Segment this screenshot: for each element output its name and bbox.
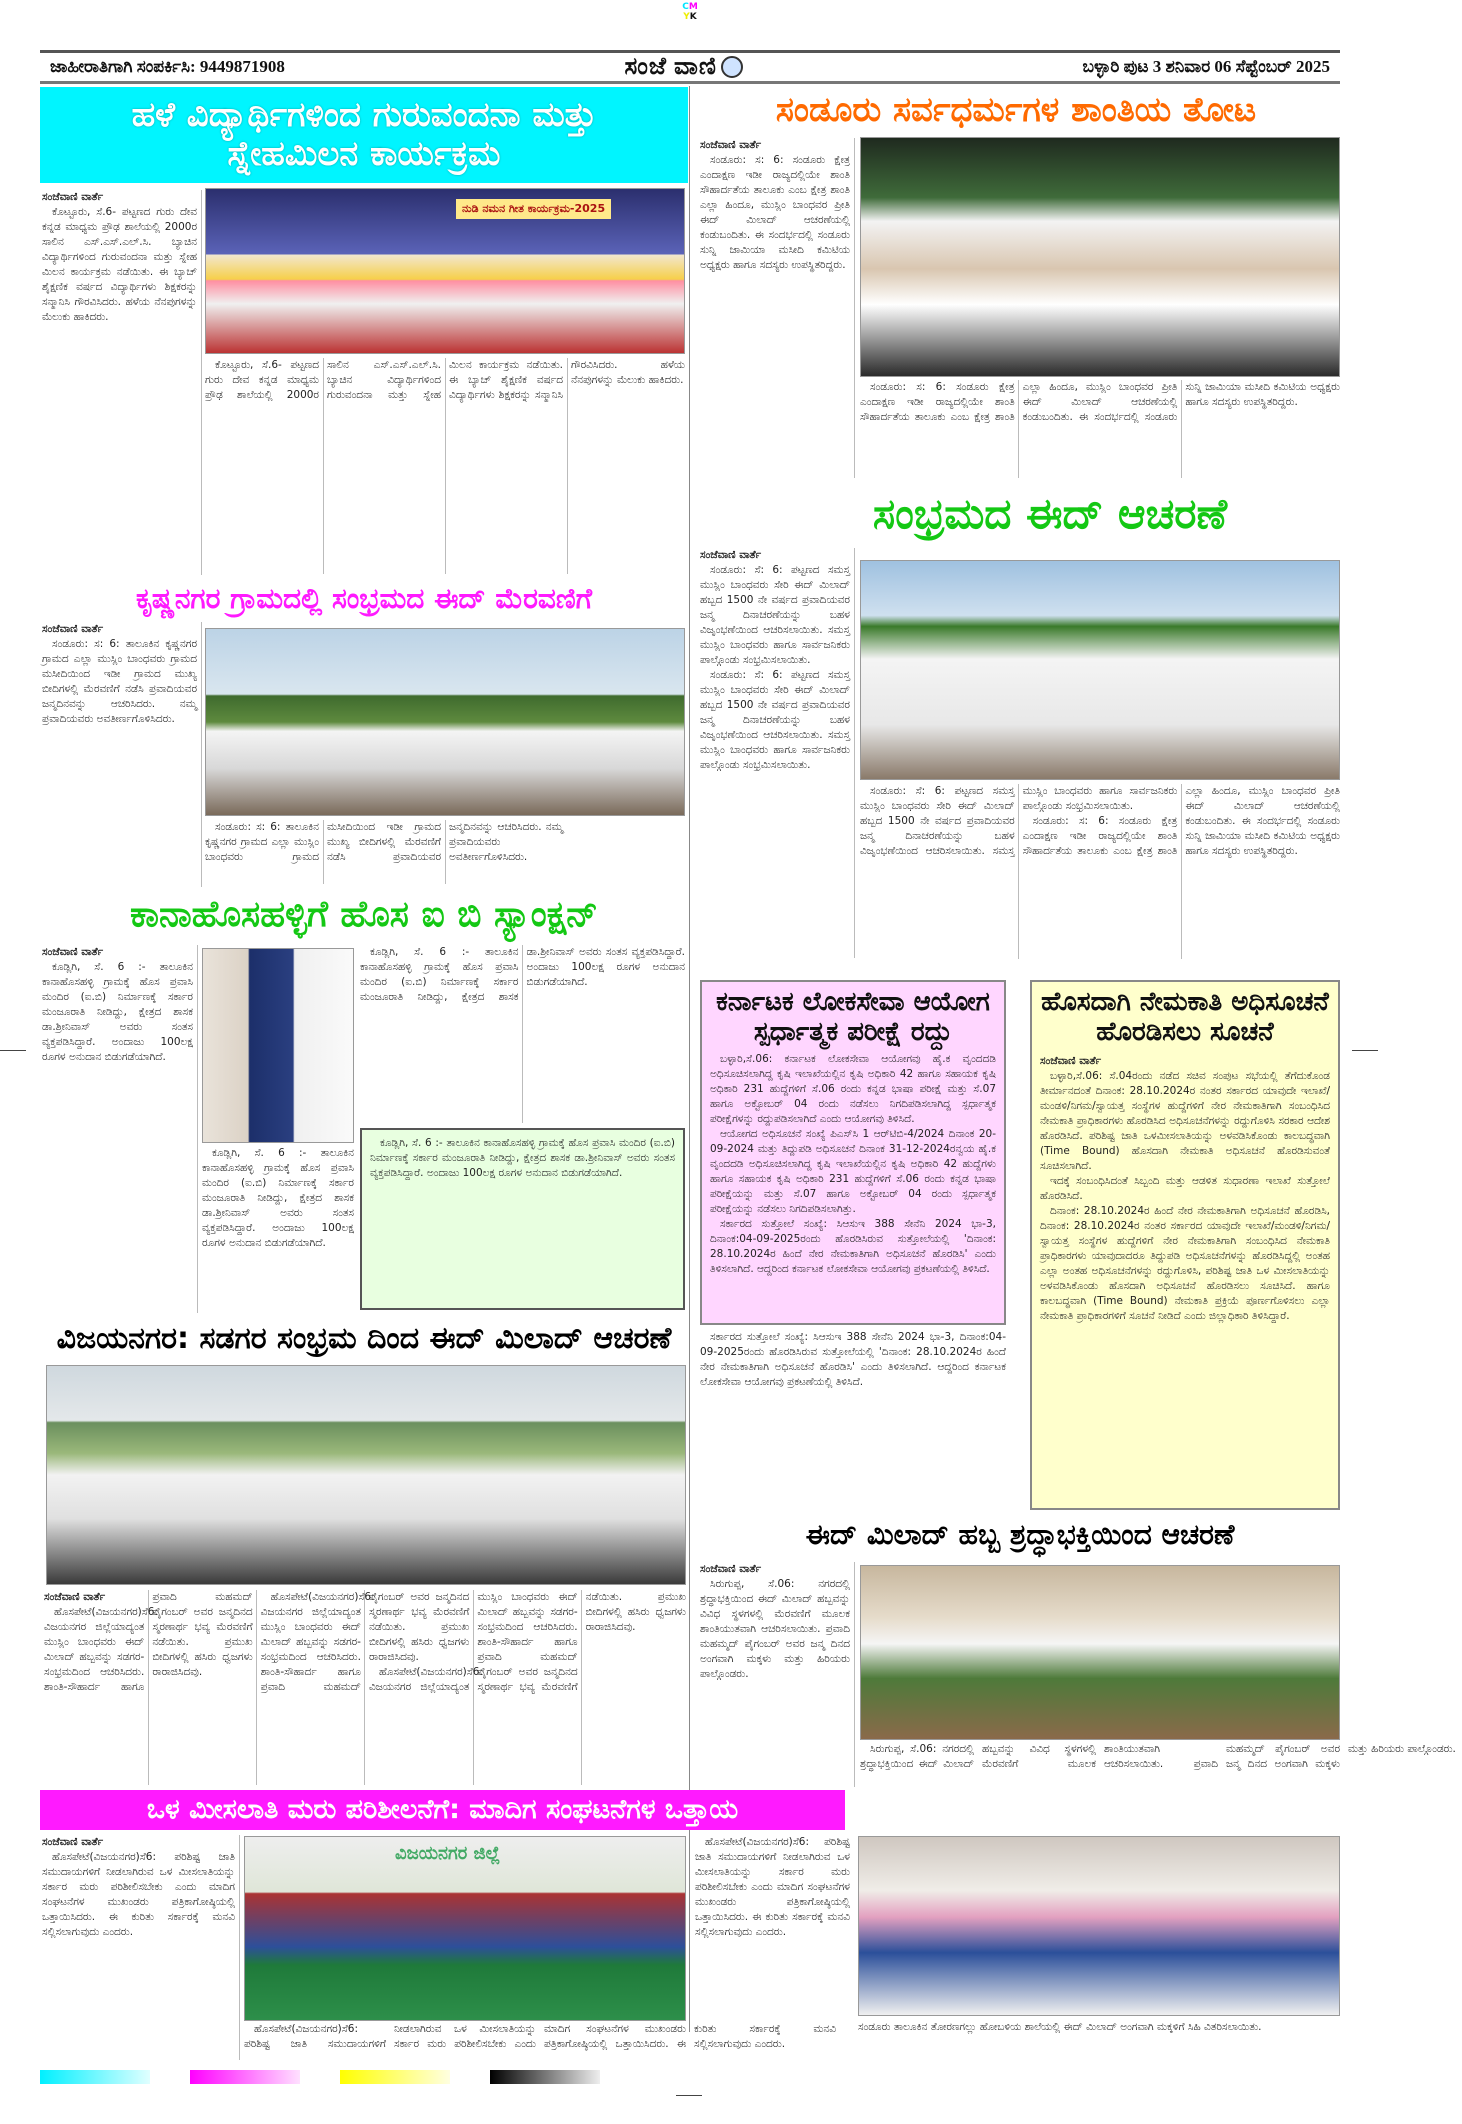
article-eid-milad-body [700, 1562, 855, 1787]
cmyk-m: M [688, 2, 698, 12]
article-text: ಸಂಡೂರು: ಸೆ: 6: ಪಟ್ಟಣದ ಸಮಸ್ತ ಮುಸ್ಲಿಂ ಬಾಂಧವರು ಸೇರಿ ಈದ್ ಮಿಲಾದ್ ಹಬ್ಬದ 1500 ನೇ ವರ್ಷದ ಪ್ರವಾದಿಯವರ ಜನ್ಮ ದಿನಾಚರಣೆಯನ್ನು ಬಹಳ ವಿಜೃಂಭಣೆಯಿಂದ ಆಚರಿಸಲಾಯಿತು. ಸಮಸ್ತ ಮುಸ್ಲಿಂ ಬಾಂಧವರು ಹಾಗೂ ಸಾರ್ವಜನಿಕರು ಪಾಲ್ಗೊಂಡು ಸಂಭ್ರಮಿಸಲಾಯಿತು. [700, 564, 850, 666]
dateline: ಬಳ್ಳಾರಿ ಪುಟ 3 ಶನಿವಾರ 06 ಸೆಪ್ಟೆಂಬರ್ 2025 [1082, 57, 1330, 76]
byline: ಸಂಜೆವಾಣಿ ವಾರ್ತೆ [42, 191, 104, 203]
article-text: ಸಂಡೂರು: ಸ: 6: ಸಂಡೂರು ಕ್ಷೇತ್ರ ಎಂದಾಕ್ಷಣ ಇಡೀ ರಾಜ್ಯದಲ್ಲಿಯೇ ಶಾಂತಿ ಸೌಹಾರ್ದತೆಯ ತಾಲೂಕು ಎಂಬ ಕ್ಷೇತ್ರ ಶಾಂತಿ ಎಲ್ಲಾ ಹಿಂದೂ, ಮುಸ್ಲಿಂ ಬಾಂಧವರ ಪ್ರೀತಿ ಈದ್ ಮಿಲಾದ್ ಆಚರಣೆಯಲ್ಲಿ ಕಂಡುಬಂದಿತು. ಈ ಸಂದರ್ಭದಲ್ಲಿ ಸಂಡೂರು ಸುನ್ನಿ ಜಾಮಿಯಾ ಮಸೀದಿ ಕಮಿಟಿಯ ಅಧ್ಯಕ್ಷರು ಹಾಗೂ ಸದಸ್ಯರು ಉಪಸ್ಥಿತರಿದ್ದರು. [860, 381, 1340, 423]
article-text: ಕೂಡ್ಲಿಗಿ, ಸೆ. 6 :- ತಾಲೂಕಿನ ಕಾನಾಹೊಸಹಳ್ಳಿ ಗ್ರಾಮಕ್ಕೆ ಹೊಸ ಪ್ರವಾಸಿ ಮಂದಿರ (ಐ.ಬಿ) ನಿರ್ಮಾಣಕ್ಕೆ ಸರ್ಕಾರ ಮಂಜೂರಾತಿ ನೀಡಿದ್ದು, ಕ್ಷೇತ್ರದ ಶಾಸಕ ಡಾ.ಶ್ರೀನಿವಾಸ್ ಅವರು ಸಂತಸ ವ್ಯಕ್ತಪಡಿಸಿದ್ದಾರೆ. ಅಂದಾಜು 100ಲಕ್ಷ ರೂಗಳ ಅನುದಾನ ಬಿಡುಗಡೆಯಾಗಿದೆ. [202, 1147, 354, 1249]
photo-alumni-event [205, 188, 685, 354]
headline-recruitment: ಹೊಸದಾಗಿ ನೇಮಕಾತಿ ಅಧಿಸೂಚನೆ ಹೊರಡಿಸಲು ಸೂಚನೆ [1041, 987, 1329, 1047]
byline: ಸಂಜೆವಾಣಿ ವಾರ್ತೆ [42, 946, 104, 958]
box-new-recruitment-notification [1030, 980, 1340, 1510]
headline-kanahosahalli: ಕಾನಾಹೊಸಹಳ್ಳಿಗೆ ಹೊಸ ಐ ಬಿ ಸ್ಯಾಂಕ್ಷನ್ [130, 894, 598, 936]
boxed-note [360, 1128, 685, 1310]
cmyk-k: K [689, 12, 697, 22]
newspaper-logo [625, 54, 743, 81]
byline: ಸಂಜೆವಾಣಿ ವಾರ್ತೆ [700, 549, 762, 561]
byline: ಸಂಜೆವಾಣಿ ವಾರ್ತೆ [1040, 1054, 1102, 1067]
article-text: ಸಂಡೂರು: ಸೆ: 6: ಪಟ್ಟಣದ ಸಮಸ್ತ ಮುಸ್ಲಿಂ ಬಾಂಧವರು ಸೇರಿ ಈದ್ ಮಿಲಾದ್ ಹಬ್ಬದ 1500 ನೇ ವರ್ಷದ ಪ್ರವಾದಿಯವರ ಜನ್ಮ ದಿನಾಚರಣೆಯನ್ನು ಬಹಳ ವಿಜೃಂಭಣೆಯಿಂದ ಆಚರಿಸಲಾಯಿತು. ಸಮಸ್ತ ಮುಸ್ಲಿಂ ಬಾಂಧವರು ಹಾಗೂ ಸಾರ್ವಜನಿಕರು ಪಾಲ್ಗೊಂಡು ಸಂಭ್ರಮಿಸಲಾಯಿತು. [860, 785, 1178, 857]
masthead [40, 50, 1340, 84]
crop-mark [0, 1050, 26, 1051]
headline-krishnanagar: ಕೃಷ್ಣನಗರ ಗ್ರಾಮದಲ್ಲಿ ಸಂಭ್ರಮದ ಈದ್ ಮೆರವಣಿಗೆ [136, 581, 592, 615]
logo-text: ಸಂಜೆ ವಾಣಿ [624, 53, 717, 80]
article-text: ಕೊಟ್ಟೂರು, ಸೆ.6- ಪಟ್ಟಣದ ಗುರು ದೇವ ಕನ್ನಡ ಮಾಧ್ಯಮ ಪ್ರೌಢ ಶಾಲೆಯಲ್ಲಿ 2000ರ ಸಾಲಿನ ಎಸ್.ಎಸ್.ಎಲ್.ಸಿ. ಬ್ಯಾಚಿನ ವಿದ್ಯಾರ್ಥಿಗಳಿಂದ ಗುರುವಂದನಾ ಮತ್ತು ಸ್ನೇಹ ಮಿಲನ ಕಾರ್ಯಕ್ರಮ ನಡೆಯಿತು. ಈ ಬ್ಯಾಚ್ ಶೈಕ್ಷಣಿಕ ವರ್ಷದ ವಿದ್ಯಾರ್ಥಿಗಳು ಶಿಕ್ಷಕರನ್ನು ಸನ್ಮಾನಿಸಿ ಗೌರವಿಸಿದರು. ಹಳೆಯ ನೆನಪುಗಳನ್ನು ಮೆಲುಕು ಹಾಕಿದರು. [205, 359, 685, 401]
article-text: ದಿನಾಂಕ: 28.10.2024ರ ಹಿಂದೆ ನೇರ ನೇಮಕಾತಿಗಾಗಿ ಅಧಿಸೂಚನೆ ಹೊರಡಿಸಿ, ದಿನಾಂಕ: 28.10.2024ರ ನಂತರ ಸರ್ಕಾರದ ಯಾವುದೇ ಇಲಾಖೆ/ಮಂಡಳಿ/ನಿಗಮ/ಸ್ವಾಯತ್ತ ಸಂಸ್ಥೆಗಳ ಹುದ್ದೆಗಳಿಗೆ ನೇರ ನೇಮಕಾತಿಗಾಗಿ ಸಂಬಂಧಿಸಿದ ನೇಮಕಾತಿ ಪ್ರಾಧಿಕಾರಗಳು ಯಾವುದಾದರೂ ತಿದ್ದುಪಡಿ ಅಧಿಸೂಚನೆಗಳನ್ನು ಹೊರಡಿಸಿದ್ದಲ್ಲಿ ಅಂತಹ ಎಲ್ಲಾ ಅಂತಹ ಅಧಿಸೂಚನೆಗಳನ್ನು ರದ್ದುಗೊಳಿಸಿ, ಪರಿಶಿಷ್ಟ ಜಾತಿ ಒಳ ಮೀಸಲಾತಿಯನ್ನು ಅಳವಡಿಸಿಕೊಂಡು ಹೊಸದಾಗಿ ಅಧಿಸೂಚನೆ ಹೊರಡಿಸಲು ಸೂಚಿಸಿದೆ. ಹಾಗೂ ಕಾಲಬದ್ಧವಾಗಿ (Time Bound) ನೇಮಕಾತಿ ಪ್ರಕ್ರಿಯೆ ಪೂರ್ಣಗೊಳಿಸಲು ಎಲ್ಲಾ ನೇಮಕಾತಿ ಪ್ರಾಧಿಕಾರಗಳಿಗೆ ಸೂಚನೆ ನೀಡಿದೆ ಎಂದು ಜಿಲ್ಲಾಧಿಕಾರಿ ತಿಳಿಸಿದ್ದಾರೆ. [1040, 1204, 1330, 1322]
article-text: ಇದಕ್ಕೆ ಸಂಬಂಧಿಸಿದಂತೆ ಸಿಬ್ಬಂದಿ ಮತ್ತು ಆಡಳಿತ ಸುಧಾರಣಾ ಇಲಾಖೆ ಸುತ್ತೋಲೆ ಹೊರಡಿಸಿದೆ. [1040, 1174, 1330, 1202]
headline-eid-milad-devotion: ಈದ್ ಮಿಲಾದ್ ಹಬ್ಬ ಶ್ರದ್ಧಾಭಕ್ತಿಯಿಂದ ಆಚರಣೆ [805, 1517, 1235, 1551]
article-recruitment-body [1040, 1054, 1330, 1459]
crop-mark [1352, 1050, 1378, 1051]
byline: ಸಂಜೆವಾಣಿ ವಾರ್ತೆ [42, 623, 104, 635]
photo-caption [202, 1146, 354, 1311]
article-alumni-body [42, 190, 202, 575]
cmyk-registration-mark [680, 2, 700, 22]
photo-eid-milad-gathering [860, 1565, 1340, 1740]
article-kpsc-body [710, 1052, 996, 1277]
box-kpsc-exam-cancelled [700, 980, 1006, 1325]
article-krishnanagar-body [42, 622, 202, 887]
article-text: ಹೊಸಪೇಟೆ(ವಿಜಯನಗರ)ಸೆ6: ವಿಜಯನಗರ ಜಿಲ್ಲೆಯಾದ್ಯಂತ ಮುಸ್ಲಿಂ ಬಾಂಧವರು ಈದ್ ಮಿಲಾದ್ ಹಬ್ಬವನ್ನು ಸಡಗರ-ಸಂಭ್ರಮದಿಂದ ಆಚರಿಸಿದರು. ಶಾಂತಿ-ಸೌಹಾರ್ದ ಹಾಗೂ ಪ್ರವಾದಿ ಮಹಮದ್ ಪೈಗಂಬರ್ ಅವರ ಜನ್ಮದಿನದ ಸ್ಮರಣಾರ್ಥ ಭವ್ಯ ಮೆರವಣಿಗೆ ನಡೆಯಿತು. ಪ್ರಮುಖ ಬೀದಿಗಳಲ್ಲಿ ಹಸಿರು ಧ್ವಜಗಳು ರಾರಾಜಿಸಿದವು. [368, 1591, 686, 1693]
article-krishnanagar-continued [205, 820, 685, 884]
article-text: ಹೊಸಪೇಟೆ(ವಿಜಯನಗರ)ಸೆ6: ವಿಜಯನಗರ ಜಿಲ್ಲೆಯಾದ್ಯಂತ ಮುಸ್ಲಿಂ ಬಾಂಧವರು ಈದ್ ಮಿಲಾದ್ ಹಬ್ಬವನ್ನು ಸಡಗರ-ಸಂಭ್ರಮದಿಂದ ಆಚರಿಸಿದರು. ಶಾಂತಿ-ಸೌಹಾರ್ದ ಹಾಗೂ ಪ್ರವಾದಿ ಮಹಮದ್ ಪೈಗಂಬರ್ ಅವರ ಜನ್ಮದಿನದ ಸ್ಮರಣಾರ್ಥ ಭವ್ಯ ಮೆರವಣಿಗೆ ನಡೆಯಿತು. ಪ್ರಮುಖ ಬೀದಿಗಳಲ್ಲಿ ಹಸಿರು ಧ್ವಜಗಳು ರಾರಾಜಿಸಿದವು. [44, 1591, 253, 1693]
photo-sandur-gathering [860, 137, 1340, 377]
photo-mla-bouquet [202, 948, 354, 1143]
article-reservation-continued [244, 2022, 836, 2062]
article-text: ಸರ್ಕಾರದ ಸುತ್ತೋಲೆ ಸಂಖ್ಯೆ: ಸಿಆಸುಇ 388 ಸೇನೆನಿ 2024 ಭಾ-3, ದಿನಾಂಕ:04-09-2025ರಂದು ಹೊರಡಿಸಿರುವ ಸುತ್ತೋಲೆಯಲ್ಲಿ 'ದಿನಾಂಕ: 28.10.2024ರ ಹಿಂದೆ ನೇರ ನೇಮಕಾತಿಗಾಗಿ ಅಧಿಸೂಚನೆ ಹೊರಡಿಸಿ' ಎಂದು ತಿಳಿಸಲಾಗಿದೆ. ಆದ್ದರಿಂದ ಕರ್ನಾಟಕ ಲೋಕಸೇವಾ ಆಯೋಗವು ಪ್ರಕಟಣೆಯಲ್ಲಿ ತಿಳಿಸಿದೆ. [710, 1217, 996, 1275]
article-text: ಸಿರುಗುಪ್ಪ, ಸೆ.06: ನಗರದಲ್ಲಿ ಶ್ರದ್ಧಾಭಕ್ತಿಯಿಂದ ಈದ್ ಮಿಲಾದ್ ಹಬ್ಬವನ್ನು ವಿವಿಧ ಸ್ಥಳಗಳಲ್ಲಿ ಮೆರವಣಿಗೆ ಮೂಲಕ ಶಾಂತಿಯುತವಾಗಿ ಆಚರಿಸಲಾಯಿತು. ಪ್ರವಾದಿ ಮಹಮ್ಮದ್ ಪೈಗಂಬರ್ ಅವರ ಜನ್ಮ ದಿನದ ಅಂಗವಾಗಿ ಮಕ್ಕಳು ಮತ್ತು ಹಿರಿಯರು ಪಾಲ್ಗೊಂಡರು. [700, 1578, 850, 1680]
headline-sandur-harmony: ಸಂಡೂರು ಸರ್ವಧರ್ಮಗಳ ಶಾಂತಿಯ ತೋಟ [775, 90, 1257, 131]
article-text: ಆಯೋಗದ ಅಧಿಸೂಚನೆ ಸಂಖ್ಯೆ ಪಿಎಸ್‌ಸಿ 1 ಆರ್‌ಟಿಬಿ-4/2024 ದಿನಾಂಕ 20-09-2024 ಮತ್ತು ತಿದ್ದುಪಡಿ ಅಧಿಸೂಚನೆ ದಿನಾಂಕ 31-12-2024ರನ್ವಯ ಹೈ.ಕ ವೃಂದದಡಿ ಅಧಿಸೂಚಿಸಲಾಗಿದ್ದ ಕೃಷಿ ಇಲಾಖೆಯಲ್ಲಿನ ಕೃಷಿ ಅಧಿಕಾರಿ 42 ಹುದ್ದೆಗಳು ಹಾಗೂ ಸಹಾಯಕ ಕೃಷಿ ಅಧಿಕಾರಿ 231 ಹುದ್ದೆಗಳಿಗೆ ಸೆ.06 ರಂದು ಕನ್ನಡ ಭಾಷಾ ಪರೀಕ್ಷೆಯನ್ನು ಮತ್ತು ಸೆ.07 ಹಾಗೂ ಅಕ್ಟೋಬರ್ 04 ರಂದು ಸ್ಪರ್ಧಾತ್ಮಕ ಪರೀಕ್ಷೆಯನ್ನು ನಡೆಸಲು ನಿಗದಿಪಡಿಸಲಾಗಿತ್ತು. [710, 1127, 996, 1215]
article-text: ಸಂಡೂರು: ಸೆ: 6: ಪಟ್ಟಣದ ಸಮಸ್ತ ಮುಸ್ಲಿಂ ಬಾಂಧವರು ಸೇರಿ ಈದ್ ಮಿಲಾದ್ ಹಬ್ಬದ 1500 ನೇ ವರ್ಷದ ಪ್ರವಾದಿಯವರ ಜನ್ಮ ದಿನಾಚರಣೆಯನ್ನು ಬಹಳ ವಿಜೃಂಭಣೆಯಿಂದ ಆಚರಿಸಲಾಯಿತು. ಸಮಸ್ತ ಮುಸ್ಲಿಂ ಬಾಂಧವರು ಹಾಗೂ ಸಾರ್ವಜನಿಕರು ಪಾಲ್ಗೊಂಡು ಸಂಭ್ರಮಿಸಲಾಯಿತು. [700, 669, 850, 771]
column-divider [689, 86, 690, 2032]
article-text: ಕೂಡ್ಲಿಗಿ, ಸೆ. 6 :- ತಾಲೂಕಿನ ಕಾನಾಹೊಸಹಳ್ಳಿ ಗ್ರಾಮಕ್ಕೆ ಹೊಸ ಪ್ರವಾಸಿ ಮಂದಿರ (ಐ.ಬಿ) ನಿರ್ಮಾಣಕ್ಕೆ ಸರ್ಕಾರ ಮಂಜೂರಾತಿ ನೀಡಿದ್ದು, ಕ್ಷೇತ್ರದ ಶಾಸಕ ಡಾ.ಶ್ರೀನಿವಾಸ್ ಅವರು ಸಂತಸ ವ್ಯಕ್ತಪಡಿಸಿದ್ದಾರೆ. ಅಂದಾಜು 100ಲಕ್ಷ ರೂಗಳ ಅನುದಾನ ಬಿಡುಗಡೆಯಾಗಿದೆ. [360, 946, 685, 1003]
article-kanahosahalli-continued [360, 945, 685, 1123]
article-text: ಸಂಡೂರು: ಸ: 6: ತಾಲೂಕಿನ ಕೃಷ್ಣನಗರ ಗ್ರಾಮದ ಎಲ್ಲಾ ಮುಸ್ಲಿಂ ಬಾಂಧವರು ಗ್ರಾಮದ ಮಸೀದಿಯಿಂದ ಇಡೀ ಗ್ರಾಮದ ಮುಖ್ಯ ಬೀದಿಗಳಲ್ಲಿ ಮೆರವಣಿಗೆ ನಡೆಸಿ ಪ್ರವಾದಿಯವರ ಜನ್ಮದಿನವನ್ನು ಆಚರಿಸಿದರು. ನಮ್ಮ ಪ್ರವಾದಿಯವರು ಅವತೀರ್ಣಗೊಳಿಸಿದರು. [205, 821, 563, 863]
article-sandur-continued [860, 380, 1340, 478]
cmyk-c: C [682, 2, 689, 12]
byline: ಸಂಜೆವಾಣಿ ವಾರ್ತೆ [42, 1836, 104, 1848]
article-text: ಹೊಸಪೇಟೆ(ವಿಜಯನಗರ)ಸೆ6: ಪರಿಶಿಷ್ಟ ಜಾತಿ ಸಮುದಾಯಗಳಿಗೆ ನೀಡಲಾಗಿರುವ ಒಳ ಮೀಸಲಾತಿಯನ್ನು ಸರ್ಕಾರ ಮರು ಪರಿಶೀಲಿಸಬೇಕು ಎಂದು ಮಾದಿಗ ಸಂಘಟನೆಗಳ ಮುಖಂಡರು ಪತ್ರಿಕಾಗೋಷ್ಠಿಯಲ್ಲಿ ಒತ್ತಾಯಿಸಿದರು. ಈ ಕುರಿತು ಸರ್ಕಾರಕ್ಕೆ ಮನವಿ ಸಲ್ಲಿಸಲಾಗುವುದು ಎಂದರು. [244, 2023, 836, 2050]
stage-banner: ನುಡಿ ನಮನ ಗೀತ ಕಾರ್ಯಕ್ರಮ-2025 [456, 199, 611, 219]
photo-school-children [858, 1836, 1340, 2016]
byline: ಸಂಜೆವಾಣಿ ವಾರ್ತೆ [700, 1563, 762, 1575]
article-text: ಬಳ್ಳಾರಿ,ಸೆ.06: ಕರ್ನಾಟಕ ಲೋಕಸೇವಾ ಆಯೋಗವು ಹೈ.ಕ ವೃಂದದಡಿ ಅಧಿಸೂಚಿಸಲಾಗಿದ್ದ ಕೃಷಿ ಇಲಾಖೆಯಲ್ಲಿನ ಕೃಷಿ ಅಧಿಕಾರಿ 42 ಹಾಗೂ ಸಹಾಯಕ ಕೃಷಿ ಅಧಿಕಾರಿ 231 ಹುದ್ದೆಗಳಿಗೆ ಸೆ.06 ರಂದು ಕನ್ನಡ ಭಾಷಾ ಪರೀಕ್ಷೆ ಮತ್ತು ಸೆ.07 ಹಾಗೂ ಅಕ್ಟೋಬರ್ 04 ರಂದು ನಡೆಸಲು ನಿಗದಿಪಡಿಸಲಾಗಿದ್ದ ಸ್ಪರ್ಧಾತ್ಮಕ ಪರೀಕ್ಷೆಗಳನ್ನು ರದ್ದುಪಡಿಸಲಾಗಿದೆ ಎಂದು ಆಯೋಗವು ತಿಳಿಸಿದೆ. [710, 1052, 996, 1125]
article-text: ಸಂಡೂರು: ಸ: 6: ತಾಲೂಕಿನ ಕೃಷ್ಣನಗರ ಗ್ರಾಮದ ಎಲ್ಲಾ ಮುಸ್ಲಿಂ ಬಾಂಧವರು ಗ್ರಾಮದ ಮಸೀದಿಯಿಂದ ಇಡೀ ಗ್ರಾಮದ ಮುಖ್ಯ ಬೀದಿಗಳಲ್ಲಿ ಮೆರವಣಿಗೆ ನಡೆಸಿ ಪ್ರವಾದಿಯವರ ಜನ್ಮದಿನವನ್ನು ಆಚರಿಸಿದರು. ನಮ್ಮ ಪ್ರವಾದಿಯವರು ಅವತೀರ್ಣಗೊಳಿಸಿದರು. [42, 638, 197, 725]
photo-press-meet [244, 1836, 686, 2021]
headline-vijayanagara: ವಿಜಯನಗರ: ಸಡಗರ ಸಂಭ್ರಮ ದಿಂದ ಈದ್ ಮಿಲಾದ್ ಆಚರಣೆ [56, 1320, 672, 1356]
color-calibration-bar [40, 2070, 600, 2084]
photo-vijayanagara-procession [46, 1365, 686, 1585]
article-text: ಹೊಸಪೇಟೆ(ವಿಜಯನಗರ)ಸೆ6: ಪರಿಶಿಷ್ಟ ಜಾತಿ ಸಮುದಾಯಗಳಿಗೆ ನೀಡಲಾಗಿರುವ ಒಳ ಮೀಸಲಾತಿಯನ್ನು ಸರ್ಕಾರ ಮರು ಪರಿಶೀಲಿಸಬೇಕು ಎಂದು ಮಾದಿಗ ಸಂಘಟನೆಗಳ ಮುಖಂಡರು ಪತ್ರಿಕಾಗೋಷ್ಠಿಯಲ್ಲಿ ಒತ್ತಾಯಿಸಿದರು. ಈ ಕುರಿತು ಸರ್ಕಾರಕ್ಕೆ ಮನವಿ ಸಲ್ಲಿಸಲಾಗುವುದು ಎಂದರು. [695, 1836, 850, 1938]
article-text: ಹೊಸಪೇಟೆ(ವಿಜಯನಗರ)ಸೆ6: ವಿಜಯನಗರ ಜಿಲ್ಲೆಯಾದ್ಯಂತ ಮುಸ್ಲಿಂ ಬಾಂಧವರು ಈದ್ ಮಿಲಾದ್ ಹಬ್ಬವನ್ನು ಸಡಗರ-ಸಂಭ್ರಮದಿಂದ ಆಚರಿಸಿದರು. ಶಾಂತಿ-ಸೌಹಾರ್ದ ಹಾಗೂ ಪ್ರವಾದಿ ಮಹಮದ್ ಪೈಗಂಬರ್ ಅವರ ಜನ್ಮದಿನದ ಸ್ಮರಣಾರ್ಥ ಭವ್ಯ ಮೆರವಣಿಗೆ ನಡೆಯಿತು. ಪ್ರಮುಖ ಬೀದಿಗಳಲ್ಲಿ ಹಸಿರು ಧ್ವಜಗಳು ರಾರಾಜಿಸಿದವು. [260, 1591, 470, 1693]
headline-internal-reservation: ಒಳ ಮೀಸಲಾತಿ ಮರು ಪರಿಶೀಲನೆಗೆ: ಮಾದಿಗ ಸಂಘಟನೆಗಳ ಒತ್ತಾಯ [40, 1790, 845, 1830]
article-eid-milad-continued [860, 1742, 1456, 1786]
headline-kpsc: ಕರ್ನಾಟಕ ಲೋಕಸೇವಾ ಆಯೋಗ ಸ್ಪರ್ಧಾತ್ಮಕ ಪರೀಕ್ಷೆ ರದ್ದು [716, 987, 990, 1047]
photo-caption-school: ಸಂಡೂರು ತಾಲೂಕಿನ ತೋರಣಗಲ್ಲು ಹೋಬಳಿಯ ಶಾಲೆಯಲ್ಲಿ ಈದ್ ಮಿಲಾದ್ ಅಂಗವಾಗಿ ಮಕ್ಕಳಿಗೆ ಸಿಹಿ ವಿತರಿಸಲಾಯಿತು. [858, 2021, 1262, 2033]
article-eid-body [700, 548, 855, 958]
article-eid-continued [860, 784, 1340, 959]
article-kpsc-continued [700, 1330, 1006, 1508]
article-reservation-body [42, 1835, 240, 2060]
press-banner: ವಿಜಯನಗರ ಜಿಲ್ಲೆ [395, 1843, 501, 1864]
byline: ಸಂಜೆವಾಣಿ ವಾರ್ತೆ [700, 139, 762, 151]
headline-eid-celebration: ಸಂಭ್ರಮದ ಈದ್ ಆಚರಣೆ [872, 488, 1228, 538]
article-text: ಕೂಡ್ಲಿಗಿ, ಸೆ. 6 :- ತಾಲೂಕಿನ ಕಾನಾಹೊಸಹಳ್ಳಿ ಗ್ರಾಮಕ್ಕೆ ಹೊಸ ಪ್ರವಾಸಿ ಮಂದಿರ (ಐ.ಬಿ) ನಿರ್ಮಾಣಕ್ಕೆ ಸರ್ಕಾರ ಮಂಜೂರಾತಿ ನೀಡಿದ್ದು, ಕ್ಷೇತ್ರದ ಶಾಸಕ ಡಾ.ಶ್ರೀನಿವಾಸ್ ಅವರು ಸಂತಸ ವ್ಯಕ್ತಪಡಿಸಿದ್ದಾರೆ. ಅಂದಾಜು 100ಲಕ್ಷ ರೂಗಳ ಅನುದಾನ ಬಿಡುಗಡೆಯಾಗಿದೆ. [370, 1137, 675, 1179]
article-text: ಸಿರುಗುಪ್ಪ, ಸೆ.06: ನಗರದಲ್ಲಿ ಶ್ರದ್ಧಾಭಕ್ತಿಯಿಂದ ಈದ್ ಮಿಲಾದ್ ಹಬ್ಬವನ್ನು ವಿವಿಧ ಸ್ಥಳಗಳಲ್ಲಿ ಮೆರವಣಿಗೆ ಮೂಲಕ ಶಾಂತಿಯುತವಾಗಿ ಆಚರಿಸಲಾಯಿತು. ಪ್ರವಾದಿ ಮಹಮ್ಮದ್ ಪೈಗಂಬರ್ ಅವರ ಜನ್ಮ ದಿನದ ಅಂಗವಾಗಿ ಮಕ್ಕಳು ಮತ್ತು ಹಿರಿಯರು ಪಾಲ್ಗೊಂಡರು. [860, 1743, 1456, 1770]
article-text: ಸಂಡೂರು: ಸ: 6: ಸಂಡೂರು ಕ್ಷೇತ್ರ ಎಂದಾಕ್ಷಣ ಇಡೀ ರಾಜ್ಯದಲ್ಲಿಯೇ ಶಾಂತಿ ಸೌಹಾರ್ದತೆಯ ತಾಲೂಕು ಎಂಬ ಕ್ಷೇತ್ರ ಶಾಂತಿ ಎಲ್ಲಾ ಹಿಂದೂ, ಮುಸ್ಲಿಂ ಬಾಂಧವರ ಪ್ರೀತಿ ಈದ್ ಮಿಲಾದ್ ಆಚರಣೆಯಲ್ಲಿ ಕಂಡುಬಂದಿತು. ಈ ಸಂದರ್ಭದಲ್ಲಿ ಸಂಡೂರು ಸುನ್ನಿ ಜಾಮಿಯಾ ಮಸೀದಿ ಕಮಿಟಿಯ ಅಧ್ಯಕ್ಷರು ಹಾಗೂ ಸದಸ್ಯರು ಉಪಸ್ಥಿತರಿದ್ದರು. [1022, 785, 1340, 857]
article-text: ಬಳ್ಳಾರಿ,ಸೆ.06: ಸೆ.04ರಂದು ನಡೆದ ಸಚಿವ ಸಂಪುಟ ಸಭೆಯಲ್ಲಿ ತೆಗೆದುಕೊಂಡ ತೀರ್ಮಾನದಂತೆ ದಿನಾಂಕ: 28.10.2024ರ ನಂತರ ಸರ್ಕಾರದ ಯಾವುದೇ ಇಲಾಖೆ/ಮಂಡಳಿ/ನಿಗಮ/ಸ್ವಾಯತ್ತ ಸಂಸ್ಥೆಗಳ ಹುದ್ದೆಗಳಿಗೆ ನೇರ ನೇಮಕಾತಿಗಾಗಿ ಸಂಬಂಧಿಸಿದ ನೇಮಕಾತಿ ಪ್ರಾಧಿಕಾರಗಳು ಹೊರಡಿಸಿದ ಅಧಿಸೂಚನೆಗಳನ್ನು ರದ್ದುಗೊಳಿಸಿ ಸರಕಾರ ಆದೇಶ ಹೊರಡಿಸಿದೆ. ಪರಿಶಿಷ್ಟ ಜಾತಿ ಒಳಮೀಸಲಾತಿಯನ್ನು ಅಳವಡಿಸಿಕೊಂಡು ಕಾಲಬದ್ಧವಾಗಿ (Time Bound) ಹೊಸದಾಗಿ ನೇಮಕಾತಿ ಅಧಿಸೂಚನೆ ಹೊರಡಿಸುವಂತೆ ಸೂಚಿಸಲಾಗಿದೆ. [1040, 1069, 1330, 1172]
article-alumni-continued [205, 358, 685, 574]
article-reservation-col [695, 1835, 850, 2060]
ad-contact: ಜಾಹೀರಾತಿಗಾಗಿ ಸಂಪರ್ಕಿಸಿ: 9449871908 [50, 57, 285, 76]
headline-alumni: ಹಳೆ ವಿದ್ಯಾರ್ಥಿಗಳಿಂದ ಗುರುವಂದನಾ ಮತ್ತು ಸ್ನೇಹಮಿಲನ ಕಾರ್ಯಕ್ರಮ [40, 87, 688, 183]
article-sandur-body [700, 138, 855, 478]
logo-emblem-icon [721, 56, 743, 78]
article-vijayanagara-body [44, 1590, 686, 1785]
article-text: ಸಂಡೂರು: ಸ: 6: ಸಂಡೂರು ಕ್ಷೇತ್ರ ಎಂದಾಕ್ಷಣ ಇಡೀ ರಾಜ್ಯದಲ್ಲಿಯೇ ಶಾಂತಿ ಸೌಹಾರ್ದತೆಯ ತಾಲೂಕು ಎಂಬ ಕ್ಷೇತ್ರ ಶಾಂತಿ ಎಲ್ಲಾ ಹಿಂದೂ, ಮುಸ್ಲಿಂ ಬಾಂಧವರ ಪ್ರೀತಿ ಈದ್ ಮಿಲಾದ್ ಆಚರಣೆಯಲ್ಲಿ ಕಂಡುಬಂದಿತು. ಈ ಸಂದರ್ಭದಲ್ಲಿ ಸಂಡೂರು ಸುನ್ನಿ ಜಾಮಿಯಾ ಮಸೀದಿ ಕಮಿಟಿಯ ಅಧ್ಯಕ್ಷರು ಹಾಗೂ ಸದಸ್ಯರು ಉಪಸ್ಥಿತರಿದ್ದರು. [700, 154, 850, 271]
article-text: ಕೊಟ್ಟೂರು, ಸೆ.6- ಪಟ್ಟಣದ ಗುರು ದೇವ ಕನ್ನಡ ಮಾಧ್ಯಮ ಪ್ರೌಢ ಶಾಲೆಯಲ್ಲಿ 2000ರ ಸಾಲಿನ ಎಸ್.ಎಸ್.ಎಲ್.ಸಿ. ಬ್ಯಾಚಿನ ವಿದ್ಯಾರ್ಥಿಗಳಿಂದ ಗುರುವಂದನಾ ಮತ್ತು ಸ್ನೇಹ ಮಿಲನ ಕಾರ್ಯಕ್ರಮ ನಡೆಯಿತು. ಈ ಬ್ಯಾಚ್ ಶೈಕ್ಷಣಿಕ ವರ್ಷದ ವಿದ್ಯಾರ್ಥಿಗಳು ಶಿಕ್ಷಕರನ್ನು ಸನ್ಮಾನಿಸಿ ಗೌರವಿಸಿದರು. ಹಳೆಯ ನೆನಪುಗಳನ್ನು ಮೆಲುಕು ಹಾಕಿದರು. [42, 206, 197, 323]
crop-mark [676, 2095, 702, 2096]
photo-eid-group [860, 560, 1340, 780]
article-text: ಹೊಸಪೇಟೆ(ವಿಜಯನಗರ)ಸೆ6: ಪರಿಶಿಷ್ಟ ಜಾತಿ ಸಮುದಾಯಗಳಿಗೆ ನೀಡಲಾಗಿರುವ ಒಳ ಮೀಸಲಾತಿಯನ್ನು ಸರ್ಕಾರ ಮರು ಪರಿಶೀಲಿಸಬೇಕು ಎಂದು ಮಾದಿಗ ಸಂಘಟನೆಗಳ ಮುಖಂಡರು ಪತ್ರಿಕಾಗೋಷ್ಠಿಯಲ್ಲಿ ಒತ್ತಾಯಿಸಿದರು. ಈ ಕುರಿತು ಸರ್ಕಾರಕ್ಕೆ ಮನವಿ ಸಲ್ಲಿಸಲಾಗುವುದು ಎಂದರು. [42, 1851, 235, 1938]
article-kanahosahalli-body [42, 945, 198, 1313]
article-text: ಕೂಡ್ಲಿಗಿ, ಸೆ. 6 :- ತಾಲೂಕಿನ ಕಾನಾಹೊಸಹಳ್ಳಿ ಗ್ರಾಮಕ್ಕೆ ಹೊಸ ಪ್ರವಾಸಿ ಮಂದಿರ (ಐ.ಬಿ) ನಿರ್ಮಾಣಕ್ಕೆ ಸರ್ಕಾರ ಮಂಜೂರಾತಿ ನೀಡಿದ್ದು, ಕ್ಷೇತ್ರದ ಶಾಸಕ ಡಾ.ಶ್ರೀನಿವಾಸ್ ಅವರು ಸಂತಸ ವ್ಯಕ್ತಪಡಿಸಿದ್ದಾರೆ. ಅಂದಾಜು 100ಲಕ್ಷ ರೂಗಳ ಅನುದಾನ ಬಿಡುಗಡೆಯಾಗಿದೆ. [42, 961, 193, 1063]
cmyk-y: Y [683, 12, 690, 22]
photo-krishnanagar-procession [205, 628, 685, 816]
article-text: ಸರ್ಕಾರದ ಸುತ್ತೋಲೆ ಸಂಖ್ಯೆ: ಸಿಆಸುಇ 388 ಸೇನೆನಿ 2024 ಭಾ-3, ದಿನಾಂಕ:04-09-2025ರಂದು ಹೊರಡಿಸಿರುವ ಸುತ್ತೋಲೆಯಲ್ಲಿ 'ದಿನಾಂಕ: 28.10.2024ರ ಹಿಂದೆ ನೇರ ನೇಮಕಾತಿಗಾಗಿ ಅಧಿಸೂಚನೆ ಹೊರಡಿಸಿ' ಎಂದು ತಿಳಿಸಲಾಗಿದೆ. ಆದ್ದರಿಂದ ಕರ್ನಾಟಕ ಲೋಕಸೇವಾ ಆಯೋಗವು ಪ್ರಕಟಣೆಯಲ್ಲಿ ತಿಳಿಸಿದೆ. [700, 1331, 1006, 1388]
byline: ಸಂಜೆವಾಣಿ ವಾರ್ತೆ [44, 1591, 106, 1603]
